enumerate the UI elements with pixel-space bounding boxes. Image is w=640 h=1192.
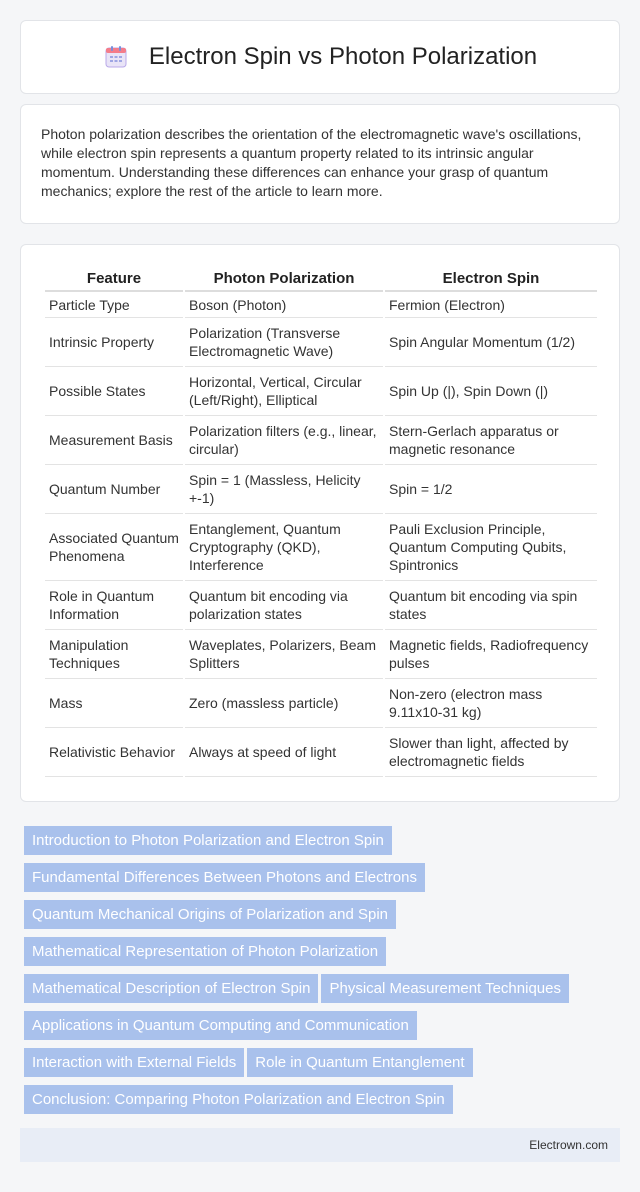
table-cell: Spin Up (|), Spin Down (|)	[385, 367, 597, 416]
topic-link-entanglement[interactable]: Role in Quantum Entanglement	[247, 1048, 472, 1077]
column-header: Feature	[45, 267, 183, 292]
topic-link-applications[interactable]: Applications in Quantum Computing and Communication	[24, 1011, 417, 1040]
footer-site-name: Electrown.com	[529, 1138, 608, 1152]
table-row	[45, 581, 597, 630]
table-cell: Waveplates, Polarizers, Beam Splitters	[185, 630, 383, 679]
table-cell: Polarization filters (e.g., linear, circular)	[185, 416, 383, 465]
table-cell: Quantum bit encoding via polarization states	[185, 581, 383, 630]
calendar-icon	[103, 44, 129, 70]
table-cell: Intrinsic Property	[45, 318, 183, 367]
table-cell: Manipulation Techniques	[45, 630, 183, 679]
table-cell: Spin = 1/2	[385, 465, 597, 514]
table-cell: Boson (Photon)	[185, 292, 383, 318]
table-cell: Spin = 1 (Massless, Helicity +-1)	[185, 465, 383, 514]
table-cell: Role in Quantum Information	[45, 581, 183, 630]
table-cell: Particle Type	[45, 292, 183, 318]
table-cell: Spin Angular Momentum (1/2)	[385, 318, 597, 367]
table-row	[45, 465, 597, 514]
table-row	[45, 318, 597, 367]
topic-links	[24, 826, 624, 1122]
comparison-table	[43, 267, 599, 777]
table-cell: Stern-Gerlach apparatus or magnetic resonance	[385, 416, 597, 465]
table-row	[45, 728, 597, 777]
table-cell: Zero (massless particle)	[185, 679, 383, 728]
table-cell: Horizontal, Vertical, Circular (Left/Right), Elliptical	[185, 367, 383, 416]
table-cell: Quantum Number	[45, 465, 183, 514]
page-header	[20, 20, 620, 94]
table-row	[45, 679, 597, 728]
table-cell: Slower than light, affected by electromagnetic fields	[385, 728, 597, 777]
table-row	[45, 292, 597, 318]
topic-link-conclusion[interactable]: Conclusion: Comparing Photon Polarization and Electron Spin	[24, 1085, 453, 1114]
page-title: Electron Spin vs Photon Polarization	[148, 43, 538, 70]
table-cell: Polarization (Transverse Electromagnetic Wave)	[185, 318, 383, 367]
column-header: Electron Spin	[385, 267, 597, 292]
topic-link-electron-math[interactable]: Mathematical Description of Electron Spin	[24, 974, 318, 1003]
table-row	[45, 514, 597, 581]
topic-link-introduction[interactable]: Introduction to Photon Polarization and Electron Spin	[24, 826, 392, 855]
table-cell: Mass	[45, 679, 183, 728]
intro-text: Photon polarization describes the orientation of the electromagnetic wave's oscillations, while electron spin represents a quantum property related to its intrinsic angular momentum. Understanding these differences can enhance your grasp of quantum mechanics; explore the rest of the article to learn more.	[41, 126, 582, 199]
table-cell: Fermion (Electron)	[385, 292, 597, 318]
table-cell: Non-zero (electron mass 9.11x10-31 kg)	[385, 679, 597, 728]
comparison-card	[20, 244, 620, 802]
table-cell: Pauli Exclusion Principle, Quantum Computing Qubits, Spintronics	[385, 514, 597, 581]
table-cell: Measurement Basis	[45, 416, 183, 465]
table-row	[45, 630, 597, 679]
table-cell: Associated Quantum Phenomena	[45, 514, 183, 581]
table-cell: Quantum bit encoding via spin states	[385, 581, 597, 630]
topic-link-photon-math[interactable]: Mathematical Representation of Photon Polarization	[24, 937, 386, 966]
topic-link-measurement[interactable]: Physical Measurement Techniques	[321, 974, 569, 1003]
footer	[20, 1128, 620, 1162]
topic-link-external-fields[interactable]: Interaction with External Fields	[24, 1048, 244, 1077]
column-header: Photon Polarization	[185, 267, 383, 292]
table-cell: Relativistic Behavior	[45, 728, 183, 777]
table-cell: Magnetic fields, Radiofrequency pulses	[385, 630, 597, 679]
table-row	[45, 367, 597, 416]
intro-card	[20, 104, 620, 224]
topic-link-quantum-origins[interactable]: Quantum Mechanical Origins of Polarization and Spin	[24, 900, 396, 929]
table-cell: Possible States	[45, 367, 183, 416]
table-cell: Always at speed of light	[185, 728, 383, 777]
table-row	[45, 416, 597, 465]
table-header-row	[45, 267, 597, 292]
topic-link-fundamental-differences[interactable]: Fundamental Differences Between Photons and Electrons	[24, 863, 425, 892]
table-cell: Entanglement, Quantum Cryptography (QKD), Interference	[185, 514, 383, 581]
